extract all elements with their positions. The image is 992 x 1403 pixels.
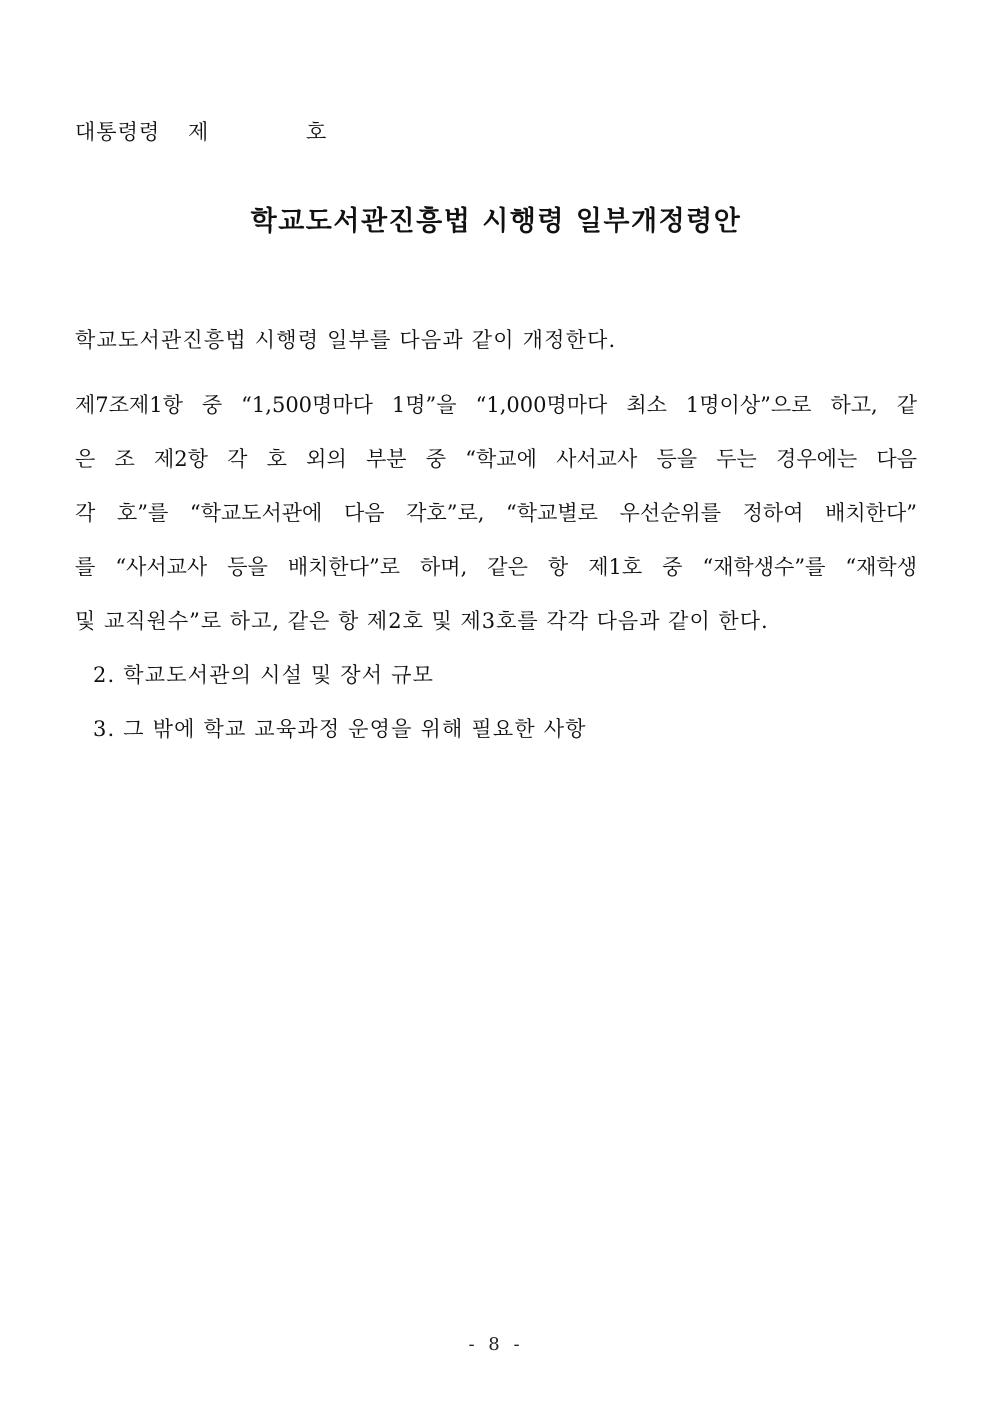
amended-items-list <box>93 648 587 756</box>
decree-label: 대통령령 <box>75 120 161 144</box>
list-item: 3. 그 밖에 학교 교육과정 운영을 위해 필요한 사항 <box>93 717 587 741</box>
amendment-body <box>75 378 917 648</box>
document-title: 학교도서관진흥법 시행령 일부개정령안 <box>250 206 742 237</box>
body-line: 및 교직원수”로 하고, 같은 항 제2호 및 제3호를 각각 다음과 같이 한다. <box>75 609 769 633</box>
list-item: 2. 학교도서관의 시설 및 장서 규모 <box>93 663 435 687</box>
decree-ho: 호 <box>306 120 328 144</box>
body-line: 를 “사서교사 등을 배치한다”로 하며, 같은 항 제1호 중 “재학생수”를 “재학생 <box>75 555 917 579</box>
body-line: 은 조 제2항 각 호 외의 부분 중 “학교에 사서교사 등을 두는 경우에는 다음 <box>75 447 917 471</box>
decree-je: 제 <box>188 120 210 144</box>
intro-sentence: 학교도서관진흥법 시행령 일부를 다음과 같이 개정한다. <box>75 328 617 352</box>
page-number: - 8 - <box>468 1334 524 1355</box>
body-line: 제7조제1항 중 “1,500명마다 1명”을 “1,000명마다 최소 1명이상”으로 하고, 같 <box>75 393 917 417</box>
decree-number-line <box>75 117 327 147</box>
body-line: 각 호”를 “학교도서관에 다음 각호”로, “학교별로 우선순위를 정하여 배치한다” <box>75 501 917 525</box>
